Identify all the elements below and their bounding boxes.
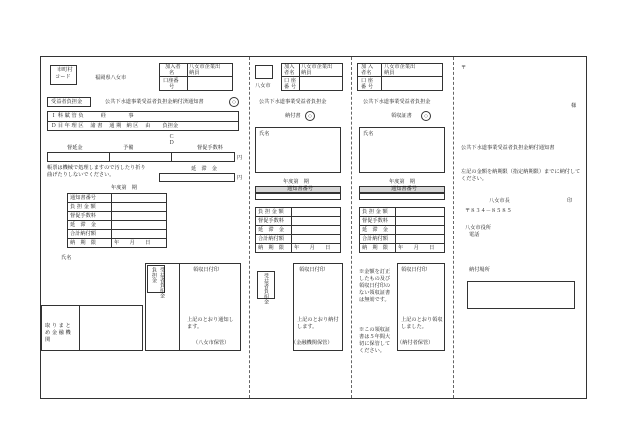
keep-note: （八女市保管） — [193, 340, 230, 346]
mid1-notice-no-text: 通知書番号 — [287, 186, 313, 192]
municipal-code-label: 市町村 — [57, 67, 73, 73]
name-label: 氏名 — [61, 255, 72, 261]
account-label: 口座番 — [163, 78, 179, 84]
right-title: 公共下水道事業受益者負担金納付通知書 — [461, 145, 555, 151]
mid2-amount-table: 負 担 金 額 督促手数料 延 滞 金 合計納付額 納 期 限 年 月 日 — [359, 207, 445, 253]
mid1-title: 公共下水道事業受益者負担金 — [259, 99, 327, 105]
mid2-subscriber-label-2: 者名 — [361, 70, 372, 76]
subscriber-name-2: 納員 — [189, 70, 200, 76]
left-stamp-area — [179, 263, 241, 351]
bank-label: 取 り ま と め 金 融 機 関 — [45, 323, 71, 343]
mid1-receipt-stamp: 領収日付印 — [299, 267, 325, 273]
right-tel: 電話 — [469, 232, 480, 238]
mid2-account-label-2: 番 号 — [361, 84, 374, 90]
mid2-subscriber-label: 加 入 — [361, 64, 374, 70]
late-charge-label: 延 滞 金 — [191, 166, 217, 172]
year-period: 年度第 期 — [111, 185, 137, 191]
mid1-subscriber-label-2: 者名 — [284, 70, 295, 76]
receipt-stamp-label: 領収日付印 — [193, 267, 219, 273]
mid2-subscriber-name: 八女市企業出 — [384, 64, 416, 70]
separator-2 — [351, 57, 352, 398]
payment-slip-sheet — [40, 56, 587, 399]
subscriber-name: 八女市企業出 — [189, 64, 221, 70]
beneficiary-tag-text: 受益者負担金 — [51, 99, 83, 105]
mid2-receipt-note: 上記のとおり領収しました。 — [401, 317, 443, 330]
receipt-note: 上記のとおり通知します。 — [187, 317, 234, 330]
mid2-blank — [359, 193, 445, 200]
mid1-subscriber-name: 八女市企業出 — [301, 64, 333, 70]
mid2-receipt-stamp: 領収日付印 — [401, 267, 427, 273]
mid2-subtitle: 領収証書 — [391, 113, 412, 119]
beneficiary-v-text-2: 受益者負担金 — [159, 267, 165, 299]
mid2-notice-no-text: 通知書番号 — [391, 186, 417, 192]
mid1-account-label-2: 番 号 — [284, 84, 297, 90]
mid1-stamp-area — [293, 263, 343, 351]
mid2-note-invalid: ※金額を訂正したもの及び領収日付印のない領収証書は無効です。 — [359, 269, 391, 303]
mid1-account-label: 口 座 — [284, 78, 297, 84]
mid1-blank — [255, 193, 341, 200]
header-cols-2: Ｄ 目 年 理 区 諸 書 通 期 納 区 由 負担金 — [51, 123, 179, 129]
right-postal: 〒 — [461, 65, 467, 71]
late-charge-box — [159, 173, 235, 182]
mid2-circle-icon: ○ — [421, 111, 431, 121]
subscriber-label: 加入者 — [165, 64, 181, 70]
amount-box — [47, 152, 235, 162]
ocr-note: 帳票は機械で処理しますので汚したり折り曲げたりしないでください。 — [47, 165, 146, 178]
separator-3 — [453, 57, 454, 398]
header-cols: Ｉ 科 賦 管 负 経 事 — [51, 113, 134, 119]
mid1-city: 八女市 — [255, 83, 271, 89]
mid1-v-label: 受益者負担金 — [263, 273, 269, 305]
right-mayor: 八女市長 — [489, 198, 510, 204]
mid1-subscriber-name-2: 納員 — [301, 70, 312, 76]
mid2-keep-note: （納付者保管） — [397, 340, 434, 346]
right-office: 八女市役所 — [465, 225, 491, 231]
separator-1 — [249, 57, 250, 398]
d-label: Ｄ — [169, 140, 175, 146]
mid2-subscriber-name-2: 納員 — [384, 70, 395, 76]
doc-title: 公共下水道事業受益者負担金納付済通知書 — [105, 99, 204, 105]
circle-mark-icon: ○ — [229, 97, 239, 107]
mid2-name-label: 氏名 — [363, 131, 374, 137]
mid2-year-period: 年度第 期 — [389, 179, 415, 185]
mid2-note-keep: ※この領収証書は５年間大切に保管してください。 — [359, 327, 391, 354]
c-label: Ｃ — [169, 134, 175, 140]
mid1-year-period: 年度第 期 — [283, 179, 309, 185]
account-label-2: 号 — [169, 84, 175, 90]
issuer-name: 福岡県八女市 — [95, 75, 127, 81]
right-zip: 〒８３４－８５８５ — [465, 208, 512, 214]
right-place-box — [467, 281, 575, 309]
right-place: 納付場所 — [469, 267, 490, 273]
mid1-name-label: 氏名 — [259, 131, 270, 137]
demand-fee-label: 督促手数料 — [197, 145, 223, 151]
subscriber-label-2: 名 — [169, 70, 175, 76]
mid1-subtitle: 納付書 — [285, 113, 301, 119]
amount-table: 通知書番号 負 担 金 額 督促手数料 延 滞 金 合計納付額 納 期 限 年 月 日 — [67, 193, 167, 248]
yen-2: 円 — [237, 175, 243, 181]
beneficiary-v-text: 負担金 — [151, 267, 157, 283]
mid2-title: 公共下水道事業受益者負担金 — [363, 99, 431, 105]
mid1-receipt-note: 上記のとおり納付します。 — [297, 317, 339, 330]
right-sama: 様 — [571, 103, 577, 109]
mid1-keep-note: （金融機関保管） — [291, 340, 333, 346]
mid1-circle-icon: ○ — [305, 111, 315, 121]
right-seal: 印 — [567, 198, 573, 204]
arrears-label: 予備 — [123, 145, 134, 151]
right-notice: 左記の金額を納期限（指定納期限）までに納付してください。 — [461, 169, 581, 182]
mid2-stamp-area — [397, 263, 445, 351]
mid2-account-label: 口 座 — [361, 78, 374, 84]
late-fee-label: 督延金 — [67, 145, 83, 151]
mid1-city-box — [255, 65, 273, 79]
municipal-code-label-2: コード — [55, 74, 71, 80]
mid1-amount-table: 負 担 金 額 督促手数料 延 滞 金 合計納付額 納 期 限 年 月 日 — [255, 207, 341, 253]
yen-1: 円 — [237, 155, 243, 161]
mid1-subscriber-label: 加入 — [284, 64, 295, 70]
